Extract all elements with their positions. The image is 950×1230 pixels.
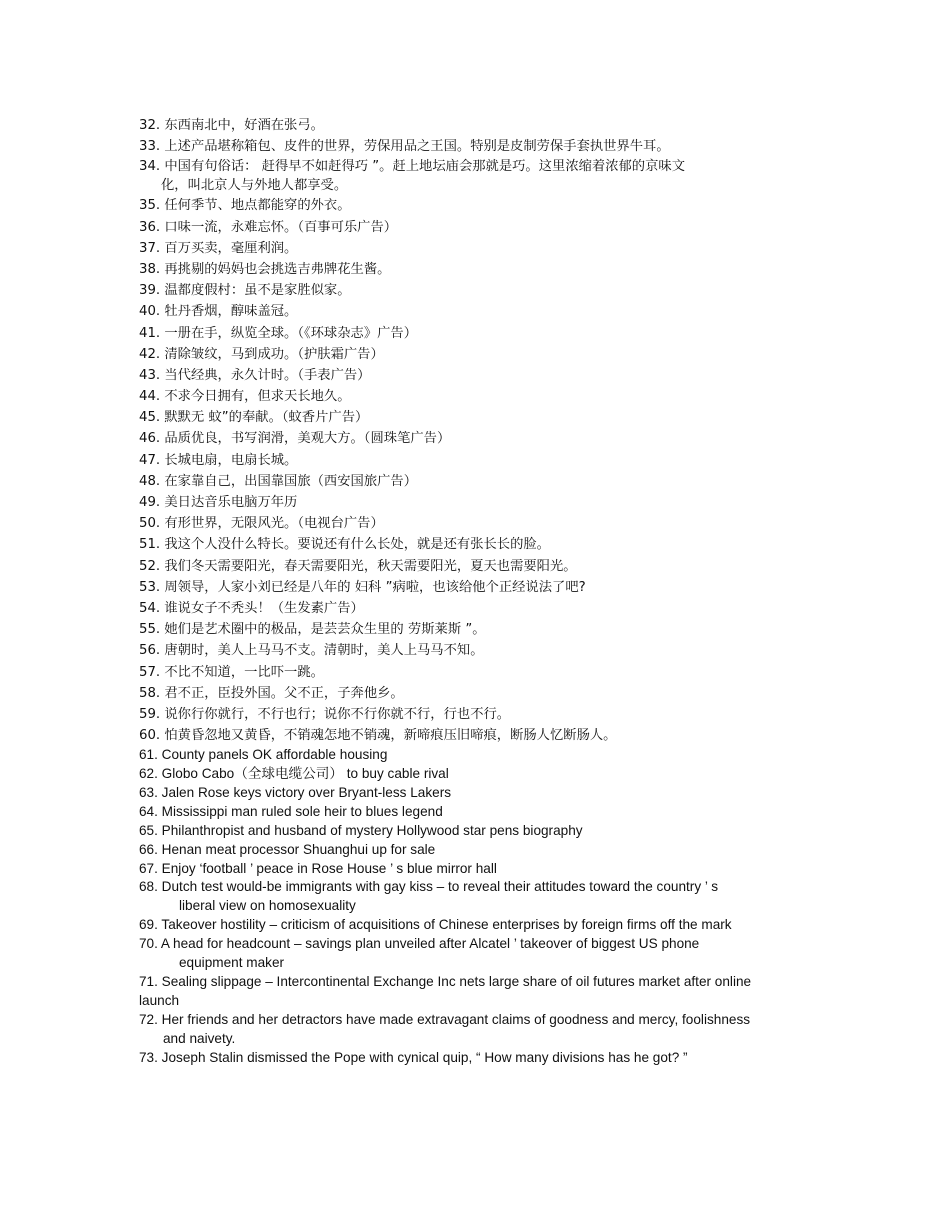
list-item: 52. 我们冬天需要阳光，春天需要阳光，秋天需要阳光，夏天也需要阳光。	[139, 558, 577, 574]
list-item: 44. 不求今日拥有，但求天长地久。	[139, 389, 351, 405]
list-item: 39. 温都度假村：虽不是家胜似家。	[139, 283, 351, 299]
list-item: 62. Globo Cabo（全球电缆公司） to buy cable rival	[139, 766, 449, 782]
list-item: 33. 上述产品堪称箱包、皮件的世界，劳保用品之王国。特别是皮制劳保手套执世界牛耳。	[139, 139, 670, 155]
list-item: 48. 在家靠自己，出国靠国旅（西安国旅广告）	[139, 473, 418, 489]
list-item: 35. 任何季节、地点都能穿的外衣。	[139, 198, 351, 214]
list-item: 32. 东西南北中，好酒在张弓。	[139, 118, 324, 133]
list-item: 66. Henan meat processor Shuanghui up for sale	[139, 841, 436, 857]
list-item: 58. 君不正，臣投外国。父不正，子奔他乡。	[139, 685, 404, 701]
list-item: 64. Mississippi man ruled sole heir to blues legend	[139, 803, 443, 819]
list-item: 45. 默默无 蚊”的奉献。（蚊香片广告）	[139, 410, 369, 426]
list-item: 46. 品质优良，书写润滑，美观大方。（圆珠笔广告）	[139, 431, 451, 447]
list-item: 34. 中国有句俗话： 赶得早不如赶得巧 ”。赶上地坛庙会那就是巧。这里浓缩着浓郁的京味文 化，叫北京人与外地人都享受。	[139, 159, 685, 194]
list-item: 55. 她们是艺术圈中的极品，是芸芸众生里的 劳斯莱斯 ”。	[139, 622, 486, 638]
list-item: 56. 唐朝时，美人上马马不支。清朝时，美人上马马不知。	[139, 643, 484, 659]
list-item: 60. 怕黄昏忽地又黄昏，不销魂怎地不销魂，新啼痕压旧啼痕，断肠人忆断肠人。	[139, 728, 617, 744]
list-item: 59. 说你行你就行，不行也行；说你不行你就不行，行也不行。	[139, 706, 511, 722]
list-item: 71. Sealing slippage – Intercontinental Exchange Inc nets large share of oil futures market after online launch	[139, 973, 752, 1008]
list-item: 53. 周领导，人家小刘已经是八年的 妇科 ”病啦，也该给他个正经说法了吧?	[139, 579, 586, 595]
list-item: 68. Dutch test would-be immigrants with gay kiss – to reveal their attitudes toward the country ’ s liberal view on homosexuality	[139, 879, 719, 914]
list-item: 63. Jalen Rose keys victory over Bryant-less Lakers	[139, 785, 452, 801]
list-item: 51. 我这个人没什么特长。要说还有什么长处，就是还有张长长的脸。	[139, 537, 550, 553]
list-item: 72. Her friends and her detractors have made extravagant claims of goodness and mercy, foolishness and naivety.	[139, 1011, 751, 1046]
list-item: 37. 百万买卖，毫厘利润。	[139, 240, 298, 256]
list-item: 69. Takeover hostility – criticism of acquisitions of Chinese enterprises by foreign firms off the mark	[139, 917, 732, 933]
list-item: 65. Philanthropist and husband of mystery Hollywood star pens biography	[139, 822, 583, 838]
list-item: 70. A head for headcount – savings plan unveiled after Alcatel ’ takeover of biggest US phone equipment maker	[139, 936, 700, 971]
list-item: 41. 一册在手，纵览全球。（《环球杂志》广告）	[139, 325, 418, 341]
list-item: 57. 不比不知道，一比吓一跳。	[139, 664, 324, 680]
list-item: 47. 长城电扇，电扇长城。	[139, 452, 298, 468]
list-item: 50. 有形世界，无限风光。（电视台广告）	[139, 516, 384, 532]
list-item: 49. 美日达音乐电脑万年历	[139, 495, 298, 510]
cn-lines	[139, 115, 929, 1067]
list-item: 38. 再挑剔的妈妈也会挑选吉弗牌花生酱。	[139, 261, 391, 277]
list-item: 36. 口味一流，永难忘怀。（百事可乐广告）	[139, 219, 398, 235]
list-item: 42. 清除皱纹，马到成功。（护肤霜广告）	[139, 346, 384, 362]
list-item: 40. 牡丹香烟，醇味盖冠。	[139, 304, 298, 320]
list-item: 54. 谁说女子不秃头！（生发素广告）	[139, 600, 364, 616]
list-item: 67. Enjoy ‘football ’ peace in Rose House ’ s blue mirror hall	[139, 860, 497, 876]
list-item: 43. 当代经典，永久计时。（手表广告）	[139, 367, 371, 383]
list-item: 61. County panels OK affordable housing	[139, 747, 388, 763]
list-item: 73. Joseph Stalin dismissed the Pope with cynical quip, “ How many divisions has he got? ”	[139, 1049, 688, 1065]
